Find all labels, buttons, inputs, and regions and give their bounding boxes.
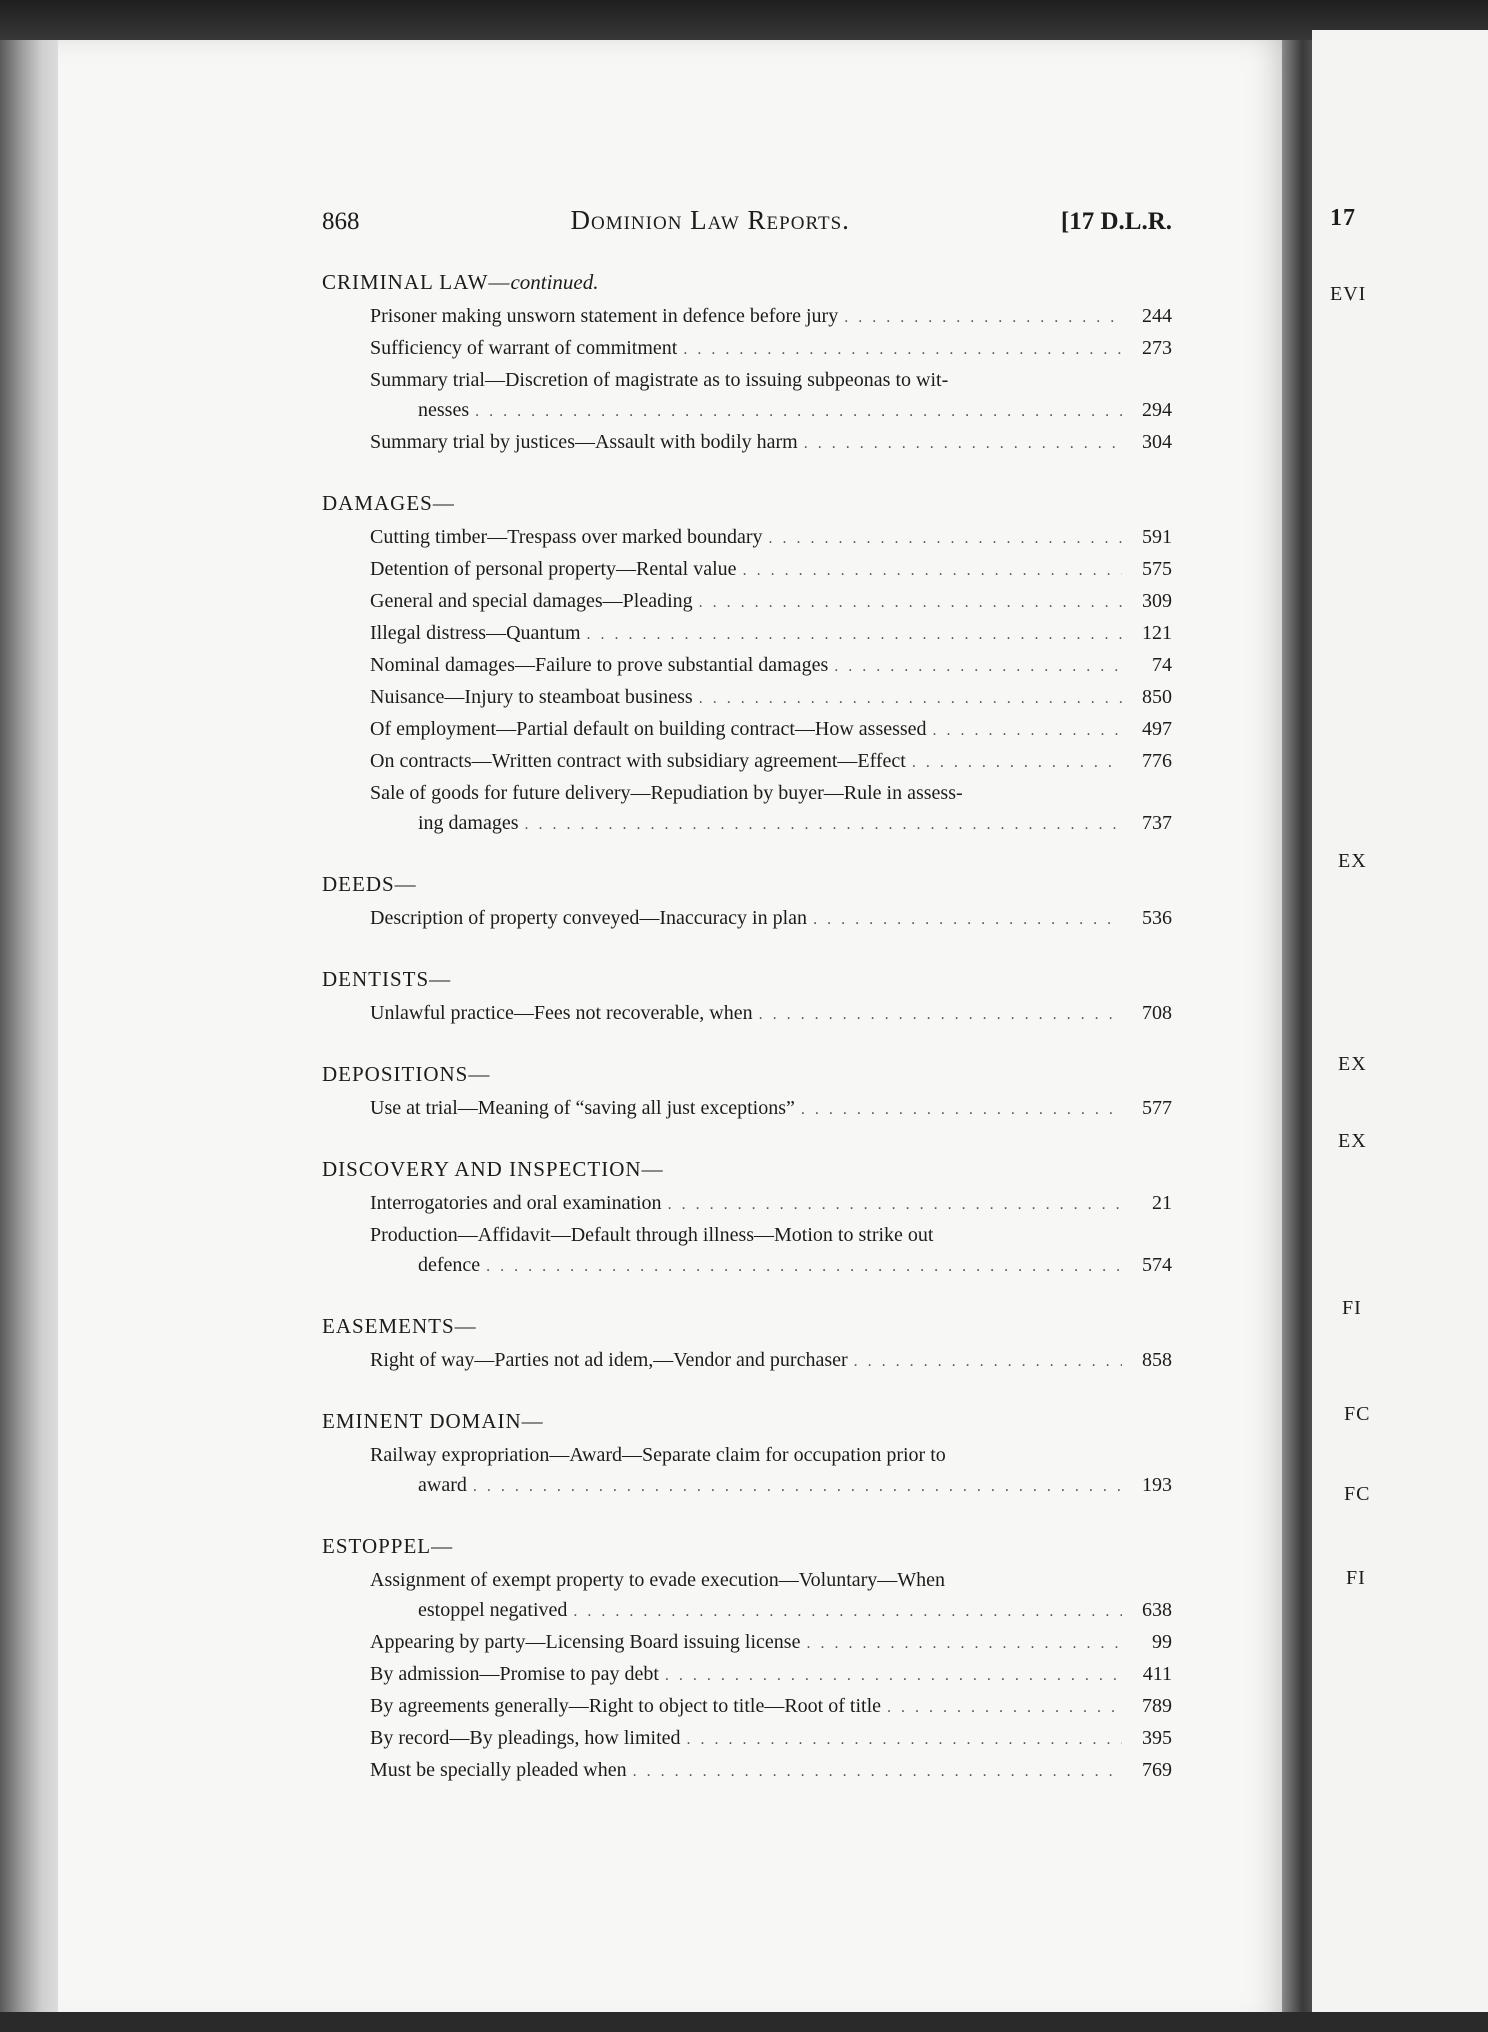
entry-text: By agreements generally—Right to object to title—Root of title — [370, 1695, 882, 1717]
running-head — [322, 205, 1172, 236]
entry-text: Railway expropriation—Award—Separate claim for occupation prior to — [370, 1444, 946, 1466]
dot-leader — [743, 556, 1122, 586]
entry-text: Appearing by party—Licensing Board issuing license — [370, 1631, 801, 1653]
dot-leader — [834, 652, 1122, 682]
section-heading — [322, 1534, 1172, 1559]
index-entry — [322, 1627, 1172, 1659]
index-section — [322, 1534, 1172, 1787]
entry-continuation — [370, 1595, 1172, 1627]
section-heading-text: DISCOVERY AND INSPECTION— — [322, 1157, 664, 1181]
entry-continuation-text: award — [418, 1474, 467, 1496]
index-section — [322, 1062, 1172, 1125]
dot-leader — [844, 303, 1122, 333]
page-reference: 395 — [1142, 1727, 1172, 1749]
page-reference: 737 — [1142, 812, 1172, 834]
dot-leader — [854, 1347, 1122, 1377]
entry-text: Prisoner making unsworn statement in defence before jury — [370, 305, 839, 327]
dot-leader — [804, 429, 1122, 459]
index-entry — [322, 1659, 1172, 1691]
page-reference: 858 — [1142, 1349, 1172, 1371]
entry-text: On contracts—Written contract with subsidiary agreement—Effect — [370, 750, 906, 772]
section-heading-text: ESTOPPEL— — [322, 1534, 454, 1558]
right-page-heading: EVI — [1330, 283, 1367, 305]
page-reference: 497 — [1142, 718, 1172, 740]
page-reference: 574 — [1142, 1254, 1172, 1276]
entry-continuation-text: defence — [418, 1254, 481, 1276]
entry-text: Summary trial by justices—Assault with bodily harm — [370, 431, 798, 453]
entry-text: General and special damages—Pleading — [370, 590, 693, 612]
entry-text: By record—By pleadings, how limited — [370, 1727, 681, 1749]
section-heading — [322, 270, 1172, 295]
page-reference: 577 — [1142, 1097, 1172, 1119]
index-sections — [322, 270, 1172, 1787]
page-reference: 591 — [1142, 526, 1172, 548]
entry-text: Unlawful practice—Fees not recoverable, when — [370, 1002, 753, 1024]
index-entry — [322, 746, 1172, 778]
page-reference: 776 — [1142, 750, 1172, 772]
index-entry — [322, 1440, 1172, 1502]
index-entry — [322, 1755, 1172, 1787]
index-entry — [322, 1220, 1172, 1282]
section-heading — [322, 872, 1172, 897]
entry-text: Production—Affidavit—Default through illness—Motion to strike out — [370, 1224, 934, 1246]
index-entry — [322, 365, 1172, 427]
index-section — [322, 872, 1172, 935]
index-page-content — [322, 205, 1172, 1819]
index-entry — [322, 333, 1172, 365]
scan-bottom-edge — [0, 2012, 1488, 2032]
section-heading-continued: continued. — [510, 270, 599, 294]
section-heading-text: DENTISTS— — [322, 967, 452, 991]
entry-text: Summary trial—Discretion of magistrate as to issuing subpeonas to wit- — [370, 369, 949, 391]
index-entry — [322, 1345, 1172, 1377]
entry-continuation — [370, 1250, 1172, 1282]
section-heading-text: DAMAGES— — [322, 491, 455, 515]
entry-text: By admission—Promise to pay debt — [370, 1663, 659, 1685]
entry-continuation-text: nesses — [418, 399, 470, 421]
dot-leader — [699, 684, 1122, 714]
page-reference: 304 — [1142, 431, 1172, 453]
entry-text: Nominal damages—Failure to prove substantial damages — [370, 654, 829, 676]
page-reference: 121 — [1142, 622, 1172, 644]
scan-top-edge — [0, 0, 1488, 44]
index-entry — [322, 554, 1172, 586]
right-page-heading: EX — [1338, 850, 1367, 872]
page-reference: 708 — [1142, 1002, 1172, 1024]
section-heading-text: DEEDS— — [322, 872, 417, 896]
index-section — [322, 1157, 1172, 1282]
index-section — [322, 967, 1172, 1030]
page-reference: 244 — [1142, 305, 1172, 327]
entry-text: Sale of goods for future delivery—Repudiation by buyer—Rule in assess- — [370, 782, 963, 804]
section-heading-text: EASEMENTS— — [322, 1314, 477, 1338]
dot-leader — [933, 716, 1122, 746]
right-page-number: 17 — [1330, 205, 1356, 231]
entry-text: Detention of personal property—Rental value — [370, 558, 737, 580]
dot-leader — [806, 1629, 1122, 1659]
dot-leader — [687, 1725, 1122, 1755]
page-reference: 294 — [1142, 399, 1172, 421]
index-entry — [322, 301, 1172, 333]
page-reference: 769 — [1142, 1759, 1172, 1781]
dot-leader — [486, 1252, 1122, 1282]
entry-text: Of employment—Partial default on building contract—How assessed — [370, 718, 927, 740]
page-reference: 99 — [1152, 1631, 1172, 1653]
section-heading-text: DEPOSITIONS— — [322, 1062, 491, 1086]
entry-text: Use at trial—Meaning of “saving all just exceptions” — [370, 1097, 795, 1119]
page-reference: 273 — [1142, 337, 1172, 359]
page-reference: 850 — [1142, 686, 1172, 708]
page-reference: 21 — [1152, 1192, 1172, 1214]
dot-leader — [699, 588, 1122, 618]
page-reference: 411 — [1142, 1663, 1172, 1685]
section-heading — [322, 1314, 1172, 1339]
section-heading — [322, 491, 1172, 516]
section-heading-text: CRIMINAL LAW— — [322, 270, 511, 294]
index-entry — [322, 1093, 1172, 1125]
index-entry — [322, 1188, 1172, 1220]
entry-continuation-text: ing damages — [418, 812, 519, 834]
entry-text: Must be specially pleaded when — [370, 1759, 627, 1781]
dot-leader — [759, 1000, 1122, 1030]
entry-text: Nuisance—Injury to steamboat business — [370, 686, 693, 708]
index-entry — [322, 998, 1172, 1030]
dot-leader — [633, 1757, 1122, 1787]
dot-leader — [665, 1661, 1122, 1691]
volume-label: [17 D.L.R. — [1060, 208, 1172, 235]
dot-leader — [912, 748, 1122, 778]
section-heading-text: EMINENT DOMAIN— — [322, 1409, 544, 1433]
index-entry — [322, 427, 1172, 459]
dot-leader — [475, 397, 1122, 427]
index-entry — [322, 1691, 1172, 1723]
page-reference: 193 — [1142, 1474, 1172, 1496]
entry-text: Cutting timber—Trespass over marked boundary — [370, 526, 763, 548]
page-reference: 309 — [1142, 590, 1172, 612]
right-page-heading: FI — [1342, 1297, 1362, 1319]
dot-leader — [525, 810, 1122, 840]
index-entry — [322, 650, 1172, 682]
right-page-heading: EX — [1338, 1053, 1367, 1075]
right-page-heading: FI — [1346, 1567, 1366, 1589]
index-entry — [322, 586, 1172, 618]
dot-leader — [668, 1190, 1122, 1220]
dot-leader — [801, 1095, 1122, 1125]
dot-leader — [473, 1472, 1122, 1502]
page-reference: 638 — [1142, 1599, 1172, 1621]
section-heading — [322, 1409, 1172, 1434]
index-entry — [322, 682, 1172, 714]
page-number: 868 — [322, 208, 360, 235]
right-page-heading: EX — [1338, 1130, 1367, 1152]
dot-leader — [573, 1597, 1122, 1627]
index-entry — [322, 522, 1172, 554]
book-gutter — [1282, 40, 1316, 2032]
entry-text: Assignment of exempt property to evade execution—Voluntary—When — [370, 1569, 946, 1591]
entry-text: Right of way—Parties not ad idem,—Vendor and purchaser — [370, 1349, 848, 1371]
index-entry — [322, 903, 1172, 935]
entry-continuation — [370, 395, 1172, 427]
page-reference: 74 — [1152, 654, 1172, 676]
entry-continuation — [370, 1470, 1172, 1502]
index-entry — [322, 714, 1172, 746]
right-page-heading: FC — [1344, 1483, 1371, 1505]
page-reference: 575 — [1142, 558, 1172, 580]
dot-leader — [769, 524, 1122, 554]
page-reference: 789 — [1142, 1695, 1172, 1717]
entry-text: Interrogatories and oral examination — [370, 1192, 662, 1214]
index-section — [322, 270, 1172, 459]
entry-text: Illegal distress—Quantum — [370, 622, 581, 644]
index-section — [322, 1409, 1172, 1502]
index-entry — [322, 778, 1172, 840]
right-page — [1312, 30, 1488, 2032]
publication-title: Dominion Law Reports. — [570, 205, 850, 235]
section-heading — [322, 1157, 1172, 1182]
index-entry — [322, 1565, 1172, 1627]
dot-leader — [683, 335, 1122, 365]
dot-leader — [887, 1693, 1122, 1723]
page-reference: 536 — [1142, 907, 1172, 929]
entry-text: Sufficiency of warrant of commitment — [370, 337, 678, 359]
index-section — [322, 491, 1172, 840]
index-entry — [322, 618, 1172, 650]
entry-text: Description of property conveyed—Inaccuracy in plan — [370, 907, 808, 929]
section-heading — [322, 967, 1172, 992]
dot-leader — [813, 905, 1122, 935]
section-heading — [322, 1062, 1172, 1087]
index-section — [322, 1314, 1172, 1377]
entry-continuation-text: estoppel negatived — [418, 1599, 568, 1621]
entry-continuation — [370, 808, 1172, 840]
index-entry — [322, 1723, 1172, 1755]
right-page-heading: FC — [1344, 1403, 1371, 1425]
dot-leader — [587, 620, 1122, 650]
